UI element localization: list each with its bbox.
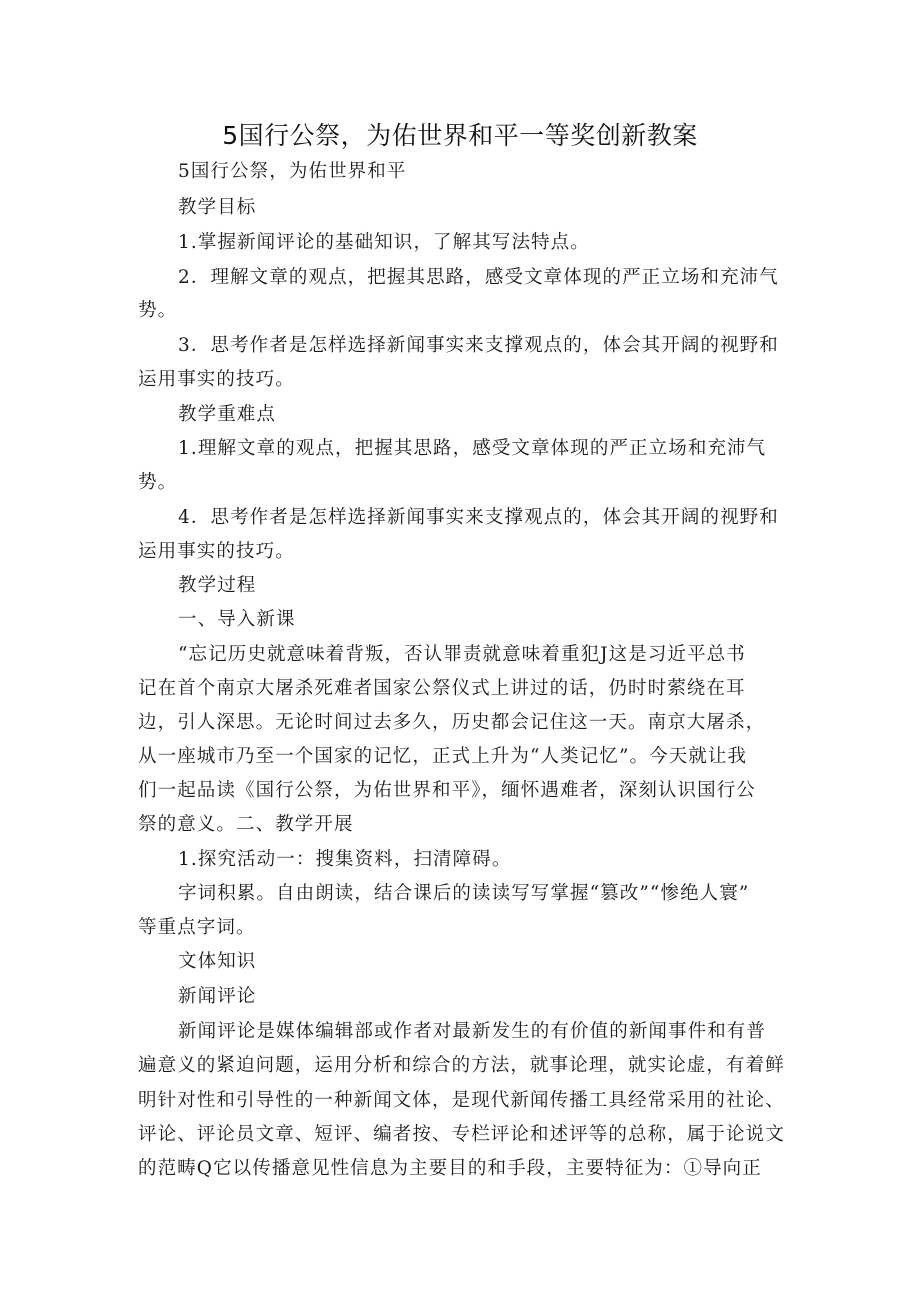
- paragraph-line: 新闻评论是媒体编辑部或作者对最新发生的有价值的新闻事件和有普: [178, 1021, 767, 1042]
- paragraph-line: 字词积累。自由朗读，结合课后的读读写写掌握“篡改”“惨绝人寰”: [178, 883, 750, 904]
- paragraph-line: 1.理解文章的观点，把握其思路，感受文章体现的严正立场和充沛气: [178, 438, 767, 459]
- paragraph-line: 记在首个南京大屠杀死难者国家公祭仪式上讲过的话，仍时时萦绕在耳: [138, 678, 746, 699]
- paragraph-line: 4．思考作者是怎样选择新闻事实来支撑观点的，体会其开阔的视野和: [178, 507, 779, 528]
- paragraph-line: 等重点字词。: [138, 917, 256, 938]
- document-title: 5国行公祭，为佑世界和平一等奖创新教案: [222, 121, 698, 150]
- paragraph-line: 评论、评论员文章、短评、编者按、专栏评论和述评等的总称，属于论说文: [138, 1124, 785, 1145]
- paragraph-line: 边，引人深思。无论时间过去多久，历史都会记住这一天。南京大屠杀，: [138, 712, 766, 733]
- paragraph-line: 1.探究活动一：搜集资料，扫清障碍。: [178, 849, 512, 870]
- section-heading: 文体知识: [178, 951, 257, 972]
- section-heading: 一、导入新课: [178, 609, 296, 630]
- section-heading: 教学目标: [178, 197, 257, 218]
- paragraph-line: 遍意义的紧迫问题，运用分析和综合的方法，就事论理，就实论虚，有着鲜: [138, 1055, 785, 1076]
- section-heading: 教学重难点: [178, 404, 277, 425]
- paragraph-line: 的范畴Q它以传播意见性信息为主要目的和手段，主要特征为：①导向正: [138, 1158, 762, 1179]
- paragraph-line: 运用事实的技巧。: [138, 541, 295, 562]
- paragraph-line: 3．思考作者是怎样选择新闻事实来支撑观点的，体会其开阔的视野和: [178, 335, 779, 356]
- paragraph-line: 祭的意义。二、教学开展: [138, 814, 354, 835]
- section-heading: 新闻评论: [178, 986, 257, 1007]
- paragraph-line: 明针对性和引导性的一种新闻文体，是现代新闻传播工具经常采用的社论、: [138, 1090, 785, 1111]
- paragraph-line: 运用事实的技巧。: [138, 369, 295, 390]
- subtitle-line: 5国行公祭，为佑世界和平: [178, 161, 407, 182]
- paragraph-line: 从一座城市乃至一个国家的记忆，正式上升为“人类记忆”。今天就让我: [138, 746, 748, 767]
- paragraph-line: “忘记历史就意味着背叛，否认罪责就意味着重犯J这是习近平总书: [178, 644, 746, 665]
- paragraph-line: 们一起品读《国行公祭，为佑世界和平》，缅怀遇难者，深刻认识国行公: [138, 780, 756, 801]
- paragraph-line: 1.掌握新闻评论的基础知识，了解其写法特点。: [178, 232, 590, 253]
- paragraph-line: 2．理解文章的观点，把握其思路，感受文章体现的严正立场和充沛气: [178, 267, 779, 288]
- section-heading: 教学过程: [178, 575, 257, 596]
- paragraph-line: 势。: [138, 300, 178, 321]
- paragraph-line: 势。: [138, 472, 178, 493]
